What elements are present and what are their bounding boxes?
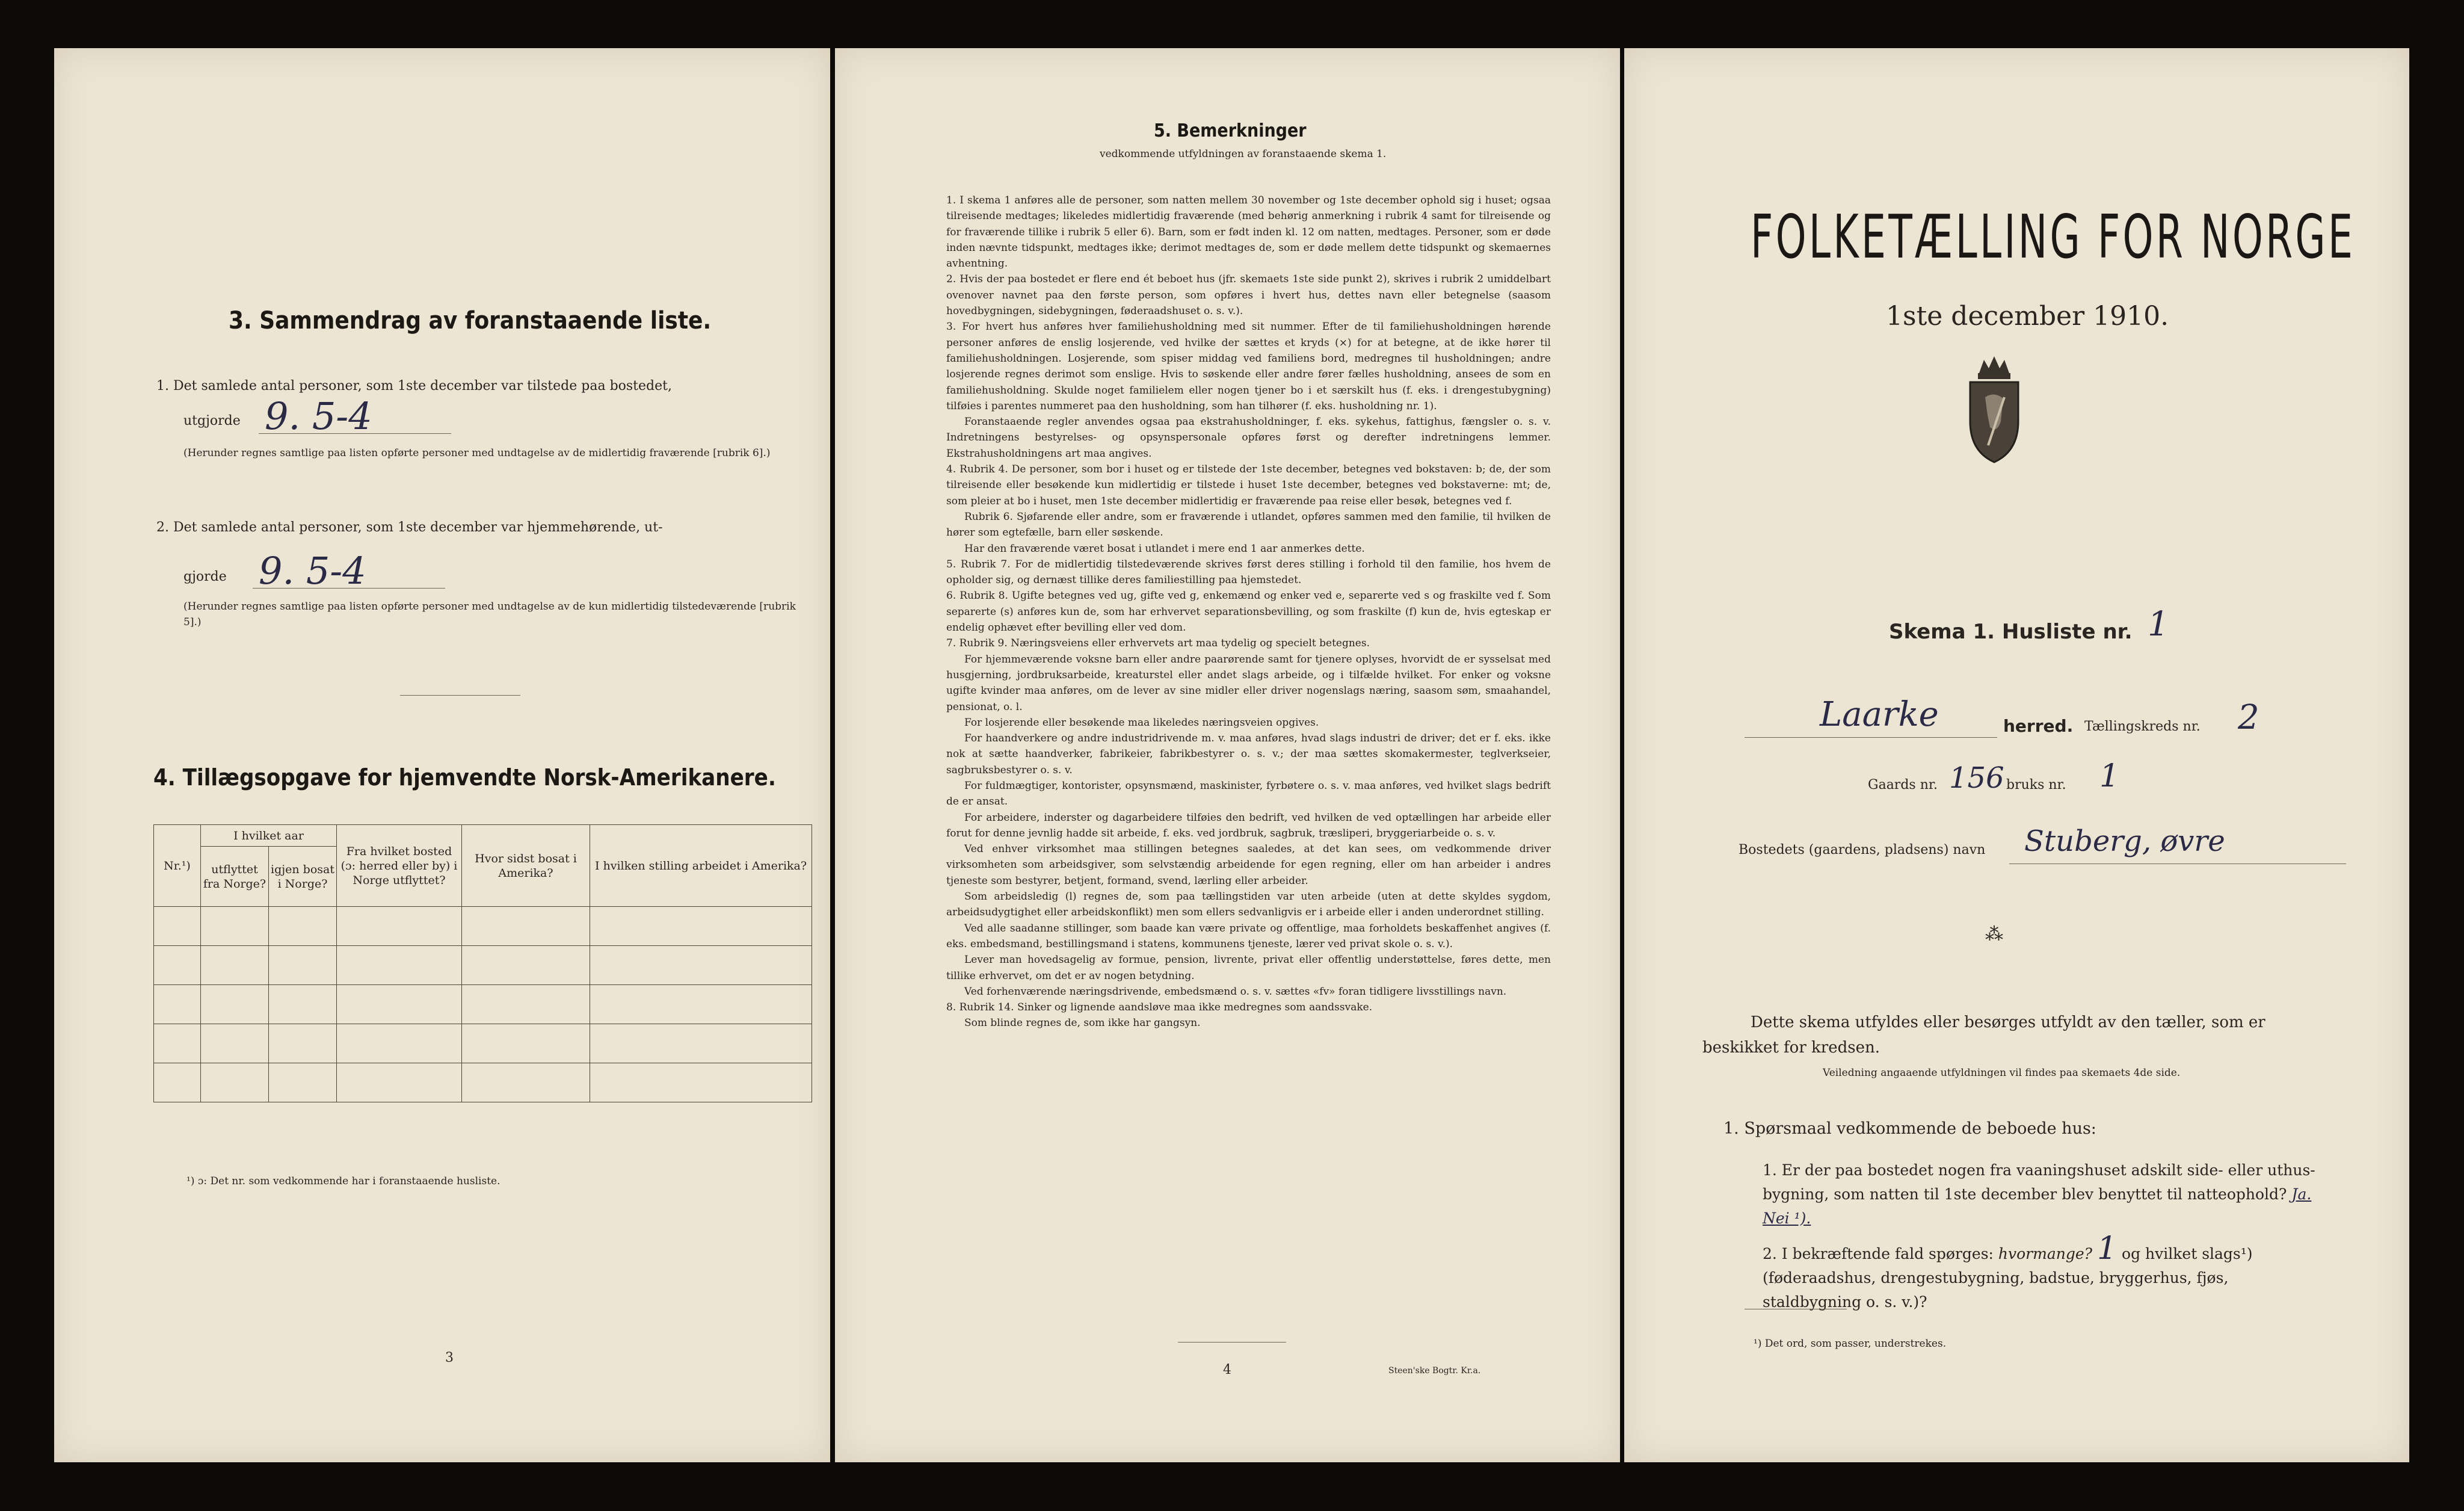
col-fra-bosted: Fra hvilket bosted (ɔ: herred eller by) i Norge utflyttet? — [337, 825, 462, 907]
coat-of-arms-icon — [1961, 355, 2027, 463]
item-2-text: 2. Det samlede antal personer, som 1ste december var hjemmehørende, ut- — [156, 520, 663, 535]
table-row — [154, 1024, 812, 1063]
remark-6: 6. Rubrik 8. Ugifte betegnes ved ug, gifte ved g, enkemænd og enker ved e, separerte ved s og fraskilte ved f. Som separerte (s) anføres kun de, som har erhvervet separationsbevilling, og som fraskilte (f) kun de, hvis egteskap er endelig ophævet efter bevilling eller ved dom. — [946, 590, 1551, 634]
remark-7j: Ved forhenværende næringsdrivende, embedsmænd o. s. v. sættes «fv» foran tidligere livsstillings navn. — [964, 985, 1507, 998]
ornament-icon: ⁂ — [1985, 924, 2003, 945]
remark-3: 3. For hvert hus anføres hver familiehusholdning med sit nummer. Efter de til familiehusholdningen hørende personer anføres de enslig losjerende, ved hvilke der sættes et kryds (×) for at betegne, at de ikke hører til familiehusholdningen. Losjerende, som spiser middag ved familiens bord, medregnes til husholdningen; andre losjerende regnes derimot som enslige. Hvis to søskende eller andre fører fælles husholdning, ansees de som en familiehusholdning. Skulde noget familielem eller nogen tjener bo i et særskilt hus (f. eks. i drengestubygning) tilføies i parentes nummeret paa den husholdning, som han tilhører (f. eks. husholdning nr. 1). — [946, 321, 1551, 412]
veiledning-text: Veiledning angaaende utfyldningen vil findes paa skemaets 4de side. — [1823, 1067, 2181, 1079]
remark-4-bosat: Har den fraværende været bosat i utlandet i mere end 1 aar anmerkes dette. — [964, 542, 1365, 555]
table-row — [154, 907, 812, 946]
herred-value: Laarke — [1820, 695, 1939, 734]
remark-7h: Ved alle saadanne stillinger, som baade kan være private og offentlige, maa forholdets beskaffenhet angives (f. eks. embedsmand, bestillingsmand i statens, kommunens tjeneste, lærer ved privat skole o. s. v.). — [946, 922, 1551, 950]
remark-8a: Som blinde regnes de, som ikke har gangsyn. — [964, 1017, 1201, 1030]
remark-7d: For fuldmægtiger, kontorister, opsynsmænd, maskinister, fyrbøtere o. s. v. maa anføres, ved hvilket slags bedrift de er ansat. — [946, 779, 1551, 808]
table-footnote: ¹) ɔ: Det nr. som vedkommende har i foranstaaende husliste. — [186, 1175, 500, 1187]
table-row — [154, 1063, 812, 1102]
norsk-amerikanere-table — [153, 824, 812, 1102]
remark-7g: Som arbeidsledig (l) regnes de, som paa tællingstiden var uten arbeide (uten at dette skyldes sygdom, arbeidsudygtighet eller arbeidskonflikt) men som ellers sedvanligvis er i arbeide eller i anden underordnet stilling. — [946, 891, 1551, 919]
remark-4: 4. Rubrik 4. De personer, som bor i huset og er tilstede der 1ste december, betegnes ved bokstaven: b; de, der som tilreisende eller besøkende kun midlertidig er tilstede i huset 1ste december, betegnes ved bokstaverne: mt; de, som pleier at bo i huset, men 1ste december midlertidig er fraværende paa reise eller besøk, betegnes ved f. — [946, 463, 1551, 507]
item-1-text: 1. Det samlede antal personer, som 1ste december var tilstede paa bostedet, — [156, 379, 672, 394]
question-2-value: 1 — [2097, 1231, 2118, 1267]
bruks-value: 1 — [2099, 758, 2120, 794]
item-1-value: 9. 5-4 — [265, 394, 372, 438]
krets-value: 2 — [2238, 698, 2259, 737]
bosted-label: Bostedets (gaardens, pladsens) navn — [1739, 842, 1986, 857]
page-number: 4 — [1223, 1362, 1231, 1377]
remark-3-extra: Foranstaaende regler anvendes ogsaa paa ekstrahusholdninger, f. eks. sykehus, fattighus, fængsler o. s. v. Indretningens bestyrelses- og opsynspersonale opføres først og derefter indretningens lemmer. Ekstrahusholdningens art maa angives. — [946, 416, 1551, 460]
schema-value: 1 — [2148, 605, 2169, 644]
gaards-label: Gaards nr. — [1868, 777, 1938, 793]
remark-2: 2. Hvis der paa bostedet er flere end ét beboet hus (jfr. skemaets 1ste side punkt 2), skrives i rubrik 2 umiddelbart ovenover navnet paa den første person, som opføres i hvert hus, dettes navn eller betegnelse (saasom hovedbygningen, sidebygningen, føderaadshuset o. s. v.). — [946, 273, 1551, 318]
left-page — [54, 48, 830, 1462]
remark-5: 5. Rubrik 7. For de midlertidig tilstedeværende skrives først deres stilling i forhold til den familie, hos hvem de opholder sig, og dernæst tillike deres familiestilling paa hjemstedet. — [946, 558, 1551, 587]
remarks-title: 5. Bemerkninger — [1154, 120, 1307, 141]
remark-8: 8. Rubrik 14. Sinker og lignende aandsløve maa ikke medregnes som aandssvake. — [946, 1001, 1373, 1014]
gaards-value: 156 — [1949, 761, 2004, 795]
remark-7a: For hjemmeværende voksne barn eller andre paarørende samt for tjenere oplyses, hvorvidt de er sysselsat med husgjerning, jordbruksarbeide, kreaturstel eller andet slags arbeide, og i tilfælde hvilket. For enker og voksne ugifte kvinder maa anføres, om de lever av sine midler eller driver nogenslags næring, saasom søm, smaahandel, pensionat, o. l. — [946, 653, 1551, 713]
remark-1: 1. I skema 1 anføres alle de personer, som natten mellem 30 november og 1ste december ophold sig i huset; ogsaa tilreisende medtages; likeledes midlertidig fraværende (med behørig anmerkning i rubrik 4 samt for tilreisende og for fraværende tillike i rubrik 5 eller 6). Barn, som er født inden kl. 12 om natten, medtages. Personer, som er døde inden nævnte tidspunkt, medtages ikke; derimot medtages de, som er døde mellem dette tidspunkt og skemaernes avhentning. — [946, 194, 1551, 270]
herred-label: herred. — [2003, 716, 2074, 736]
remark-7: 7. Rubrik 9. Næringsveiens eller erhvervets art maa tydelig og specielt betegnes. — [946, 637, 1370, 650]
item-2-value: 9. 5-4 — [259, 549, 366, 593]
item-2-note: (Herunder regnes samtlige paa listen opførte personer med undtagelse av de kun midlertidig tilstedeværende [rubrik 5].) — [183, 601, 796, 628]
remark-7i: Lever man hovedsagelig av formue, pension, livrente, privat eller offentlig understøttelse, føres dette, men tillike erhvervet, om det er av nogen betydning. — [946, 954, 1551, 982]
col-hvor-bosat: Hvor sidst bosat i Amerika? — [462, 825, 590, 907]
col-utflyttet: utflyttet fra Norge? — [201, 847, 269, 907]
question-2-text — [1763, 1231, 2322, 1314]
right-page — [1624, 48, 2409, 1462]
bruks-label: bruks nr. — [2006, 777, 2066, 793]
question-1-answer: Ja. Nei ¹). — [1763, 1185, 2312, 1227]
krets-label: Tællingskreds nr. — [2084, 719, 2201, 734]
printer-mark: Steen'ske Bogtr. Kr.a. — [1388, 1366, 1481, 1376]
col-group-aar: I hvilket aar — [201, 825, 337, 847]
question-2-lead: 2. I bekræftende fald spørges: — [1763, 1245, 1994, 1262]
bosted-value: Stuberg, øvre — [2024, 824, 2225, 858]
question-1-text — [1763, 1158, 2322, 1231]
table-row — [154, 985, 812, 1024]
divider — [1178, 1342, 1286, 1343]
col-stilling: I hvilken stilling arbeidet i Amerika? — [590, 825, 812, 907]
remark-4-rubrik6: Rubrik 6. Sjøfarende eller andre, som er fraværende i utlandet, opføres sammen med den familie, til hvilken de hører som egtefælle, barn eller søskende. — [946, 510, 1551, 539]
section-3-title: 3. Sammendrag av foranstaaende liste. — [229, 307, 712, 335]
item-1-note: (Herunder regnes samtlige paa listen opførte personer med undtagelse av de midlertidig fraværende [rubrik 6].) — [183, 447, 771, 459]
remark-7b: For losjerende eller besøkende maa likeledes næringsveien opgives. — [964, 716, 1319, 729]
right-footnote: ¹) Det ord, som passer, understrekes. — [1754, 1338, 1947, 1350]
question-2-body: og hvilket slags¹) (føderaadshus, drengestubygning, badstue, bryggerhus, fjøs, staldbygning o. s. v.)? — [1763, 1245, 2253, 1311]
middle-page — [835, 48, 1620, 1462]
question-1-body: 1. Er der paa bostedet nogen fra vaaningshuset adskilt side- eller uthus-bygning, som natten til 1ste december blev benyttet til natteophold? — [1763, 1161, 2315, 1203]
remarks-body — [946, 193, 1551, 1031]
census-title: FOLKETÆLLING FOR NORGE — [1751, 202, 2356, 272]
schema-label: Skema 1. Husliste nr. — [1889, 620, 2133, 644]
item-2-gjorde-label: gjorde — [183, 569, 227, 584]
question-2-hvormange: hvormange? — [1998, 1245, 2093, 1262]
question-1-title: 1. Spørsmaal vedkommende de beboede hus: — [1723, 1119, 2096, 1138]
section-4-title: 4. Tillægsopgave for hjemvendte Norsk-Amerikanere. — [153, 764, 776, 791]
remark-7f: Ved enhver virksomhet maa stillingen betegnes saaledes, at det kan sees, om vedkommende driver virksomheten som arbeidsgiver, som selvstændig arbeidende for egen regning, eller om han arbeider i andres tjeneste som bestyrer, betjent, formand, svend, lærling eller arbeider. — [946, 843, 1551, 887]
divider — [400, 695, 520, 696]
intro-text: Dette skema utfyldes eller besørges utfyldt av den tæller, som er beskikket for kredsen. — [1702, 1013, 2265, 1057]
col-igjen-bosat: igjen bosat i Norge? — [269, 847, 337, 907]
col-nr: Nr.¹) — [154, 825, 201, 907]
table-row — [154, 946, 812, 985]
item-1-utgjorde-label: utgjorde — [183, 413, 241, 428]
remark-7c: For haandverkere og andre industridrivende m. v. maa anføres, hvad slags industri de driver; det er f. eks. ikke nok at sætte haandverker, fabrikeier, fabrikbestyrer o. s. v.; der maa sættes skomakermester, teglverkseier, sagbruksbestyrer o. s. v. — [946, 732, 1551, 776]
remarks-subtitle: vedkommende utfyldningen av foranstaaende skema 1. — [1100, 148, 1387, 160]
page-number: 3 — [445, 1350, 454, 1365]
remark-7e: For arbeidere, inderster og dagarbeidere tilføies den bedrift, ved hvilken de ved optællingen har arbeide eller forut for denne jevnlig hadde sit arbeide, f. eks. ved jordbruk, sagbruk, træsliperi, bryggeriarbeide o. s. v. — [946, 811, 1551, 839]
census-date: 1ste december 1910. — [1886, 301, 2169, 332]
